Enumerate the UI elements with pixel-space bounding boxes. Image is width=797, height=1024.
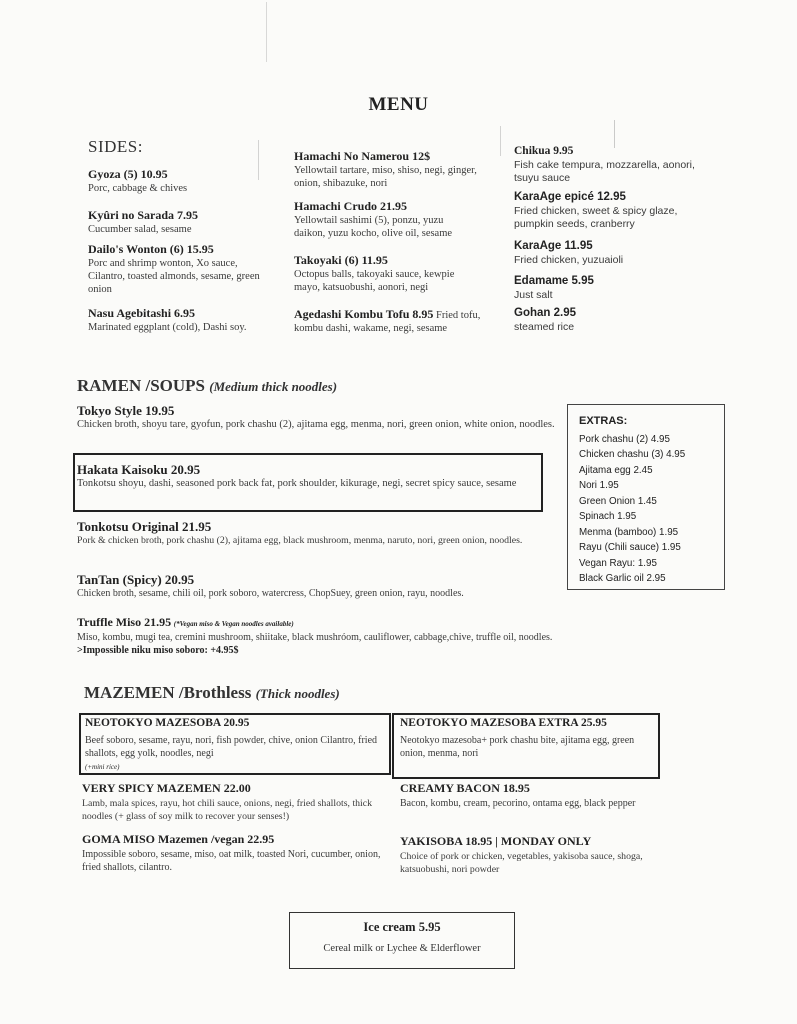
menu-item bbox=[514, 191, 714, 231]
ramen-heading-text: RAMEN /SOUPS bbox=[77, 376, 205, 395]
ramen-subheading: (Medium thick noodles) bbox=[209, 379, 338, 394]
item-desc: steamed rice bbox=[514, 321, 575, 333]
item-desc: Pork & chicken broth, pork chashu (2), ajitama egg, black mushroom, menma, naruto, nori, green onion, noodles. bbox=[77, 535, 523, 546]
menu-item bbox=[77, 573, 557, 600]
item-desc: Impossible soboro, sesame, miso, oat milk, toasted Nori, cucumber, onion, fried shallots, cilantro. bbox=[82, 849, 381, 873]
mazemen-subheading: (Thick noodles) bbox=[255, 686, 340, 701]
menu-item bbox=[88, 307, 273, 334]
item-desc: Porc, cabbage & chives bbox=[88, 183, 188, 194]
item-name: Kyûri no Sarada 7.95 bbox=[88, 208, 199, 222]
mazemen-heading bbox=[84, 683, 340, 703]
item-name: Agedashi Kombu Tofu 8.95 bbox=[294, 307, 434, 321]
extras-item: Nori 1.95 bbox=[579, 480, 619, 491]
item-name: Tonkotsu Original 21.95 bbox=[77, 519, 212, 534]
extras-item: Black Garlic oil 2.95 bbox=[579, 573, 666, 584]
dessert-name: Ice cream 5.95 bbox=[363, 920, 441, 934]
item-desc: Choice of pork or chicken, vegetables, yakisoba sauce, shoga, katsuobushi, nori powder bbox=[400, 851, 643, 875]
item-name: Hakata Kaisoku 20.95 bbox=[77, 462, 201, 477]
mazemen-heading-text: MAZEMEN /Brothless bbox=[84, 683, 252, 702]
menu-item bbox=[88, 168, 253, 195]
extras-box bbox=[567, 404, 725, 590]
item-desc: Chicken broth, shoyu tare, gyofun, pork chashu (2), ajitama egg, menma, nori, green onion, white onion, noodles. bbox=[77, 419, 555, 430]
item-note: (+mini rice) bbox=[85, 763, 120, 771]
menu-item bbox=[400, 782, 660, 810]
item-name: NEOTOKYO MAZESOBA 20.95 bbox=[85, 717, 250, 729]
item-name: NEOTOKYO MAZESOBA EXTRA 25.95 bbox=[400, 717, 607, 729]
item-upgrade: >Impossible niku miso soboro: +4.95$ bbox=[77, 645, 239, 656]
item-name: Chikua 9.95 bbox=[514, 145, 574, 157]
menu-item bbox=[400, 717, 650, 760]
item-desc: Fish cake tempura, mozzarella, aonori, tsuyu sauce bbox=[514, 159, 695, 184]
extras-item: Pork chashu (2) 4.95 bbox=[579, 433, 670, 445]
menu-item bbox=[82, 782, 382, 823]
menu-item bbox=[514, 275, 714, 302]
item-desc: Fried chicken, sweet & spicy glaze, pumpkin seeds, cranberry bbox=[514, 205, 678, 230]
item-name: YAKISOBA 18.95 | MONDAY ONLY bbox=[400, 834, 592, 848]
menu-item bbox=[88, 243, 270, 296]
item-name: Tokyo Style 19.95 bbox=[77, 403, 175, 418]
item-desc: Porc and shrimp wonton, Xo sauce, Cilantro, toasted almonds, sesame, green onion bbox=[88, 258, 260, 295]
menu-item bbox=[514, 307, 714, 334]
menu-item bbox=[77, 404, 557, 431]
item-name: Edamame 5.95 bbox=[514, 275, 594, 287]
item-desc: Fried tofu, kombu dashi, wakame, negi, sesame bbox=[294, 310, 481, 334]
item-desc: Cucumber salad, sesame bbox=[88, 224, 192, 235]
item-name: Truffle Miso 21.95 bbox=[77, 615, 172, 629]
extras-item: Rayu (Chili sauce) 1.95 bbox=[579, 542, 681, 553]
ramen-heading bbox=[77, 376, 337, 396]
pen-mark bbox=[500, 126, 501, 156]
page-title: MENU bbox=[368, 94, 429, 115]
item-name: CREAMY BACON 18.95 bbox=[400, 781, 530, 795]
item-desc: Marinated eggplant (cold), Dashi soy. bbox=[88, 322, 247, 333]
dessert-desc: Cereal milk or Lychee & Elderflower bbox=[323, 943, 481, 954]
item-desc: Yellowtail sashimi (5), ponzu, yuzu daikon, yuzu kocho, olive oil, sesame bbox=[294, 215, 453, 239]
item-name: KaraAge epicé 12.95 bbox=[514, 191, 626, 203]
item-desc: Neotokyo mazesoba+ pork chashu bite, ajitama egg, green onion, menma, nori bbox=[400, 735, 635, 759]
item-name: VERY SPICY MAZEMEN 22.00 bbox=[82, 781, 251, 795]
menu-item bbox=[82, 833, 382, 874]
item-desc: Octopus balls, takoyaki sauce, kewpie mayo, katsuobushi, aonori, negi bbox=[294, 269, 455, 293]
item-desc: Miso, kombu, mugi tea, cremini mushroom, shiitake, black mushróom, cauliflower, cabbage,chive, truffle oil, noodles. bbox=[77, 632, 553, 643]
dessert-box bbox=[289, 912, 515, 969]
item-name: KaraAge 11.95 bbox=[514, 240, 593, 252]
pen-mark bbox=[266, 2, 267, 62]
menu-item bbox=[294, 200, 469, 240]
extras-item: Ajitama egg 2.45 bbox=[579, 464, 653, 476]
item-name: Takoyaki (6) 11.95 bbox=[294, 253, 388, 267]
extras-item: Spinach 1.95 bbox=[579, 511, 637, 522]
pen-mark bbox=[614, 120, 615, 148]
item-name: Hamachi Crudo 21.95 bbox=[294, 199, 408, 213]
item-name: Hamachi No Namerou 12$ bbox=[294, 149, 431, 163]
item-desc: Beef soboro, sesame, rayu, nori, fish powder, chive, onion Cilantro, fried shallots, egg yolk, noodles, negi bbox=[85, 735, 378, 759]
menu-item bbox=[77, 616, 557, 657]
sides-heading: SIDES: bbox=[88, 137, 143, 156]
extras-item: Menma (bamboo) 1.95 bbox=[579, 526, 679, 538]
item-name: TanTan (Spicy) 20.95 bbox=[77, 572, 195, 587]
extras-item: Green Onion 1.45 bbox=[579, 495, 657, 507]
item-desc: Bacon, kombu, cream, pecorino, ontama egg, black pepper bbox=[400, 798, 636, 809]
menu-item bbox=[514, 240, 714, 267]
menu-item bbox=[88, 209, 253, 236]
item-name: Dailo's Wonton (6) 15.95 bbox=[88, 242, 214, 256]
item-desc: Fried chicken, yuzuaioli bbox=[514, 254, 624, 266]
item-name: Gyoza (5) 10.95 bbox=[88, 167, 168, 181]
item-name: Gohan 2.95 bbox=[514, 307, 576, 319]
item-desc: Chicken broth, sesame, chili oil, pork soboro, watercress, ChopSuey, green onion, rayu, noodles. bbox=[77, 588, 464, 599]
menu-item bbox=[77, 520, 547, 547]
extras-item: Vegan Rayu: 1.95 bbox=[579, 557, 657, 569]
menu-item bbox=[514, 145, 714, 185]
menu-item bbox=[294, 150, 489, 190]
item-desc: Just salt bbox=[514, 289, 553, 301]
item-desc: Yellowtail tartare, miso, shiso, negi, ginger, onion, shibazuke, nori bbox=[294, 165, 477, 189]
menu-item bbox=[77, 463, 537, 490]
extras-item: Chicken chashu (3) 4.95 bbox=[579, 449, 686, 460]
menu-item bbox=[400, 835, 660, 876]
item-name: GOMA MISO Mazemen /vegan 22.95 bbox=[82, 832, 275, 846]
menu-item bbox=[294, 254, 474, 294]
item-note: (*Vegan miso & Vegan noodles available) bbox=[173, 620, 294, 628]
extras-heading: EXTRAS: bbox=[579, 415, 628, 427]
menu-item bbox=[85, 717, 385, 774]
item-name: Nasu Agebitashi 6.95 bbox=[88, 306, 196, 320]
item-desc: Lamb, mala spices, rayu, hot chili sauce, onions, negi, fried shallots, thick noodles (+ glass of soy milk to recover your senses!) bbox=[82, 798, 373, 822]
menu-item bbox=[294, 308, 490, 335]
item-desc: Tonkotsu shoyu, dashi, seasoned pork back fat, pork shoulder, kikurage, negi, secret spicy sauce, sesame bbox=[77, 478, 517, 489]
pen-mark bbox=[258, 140, 259, 180]
